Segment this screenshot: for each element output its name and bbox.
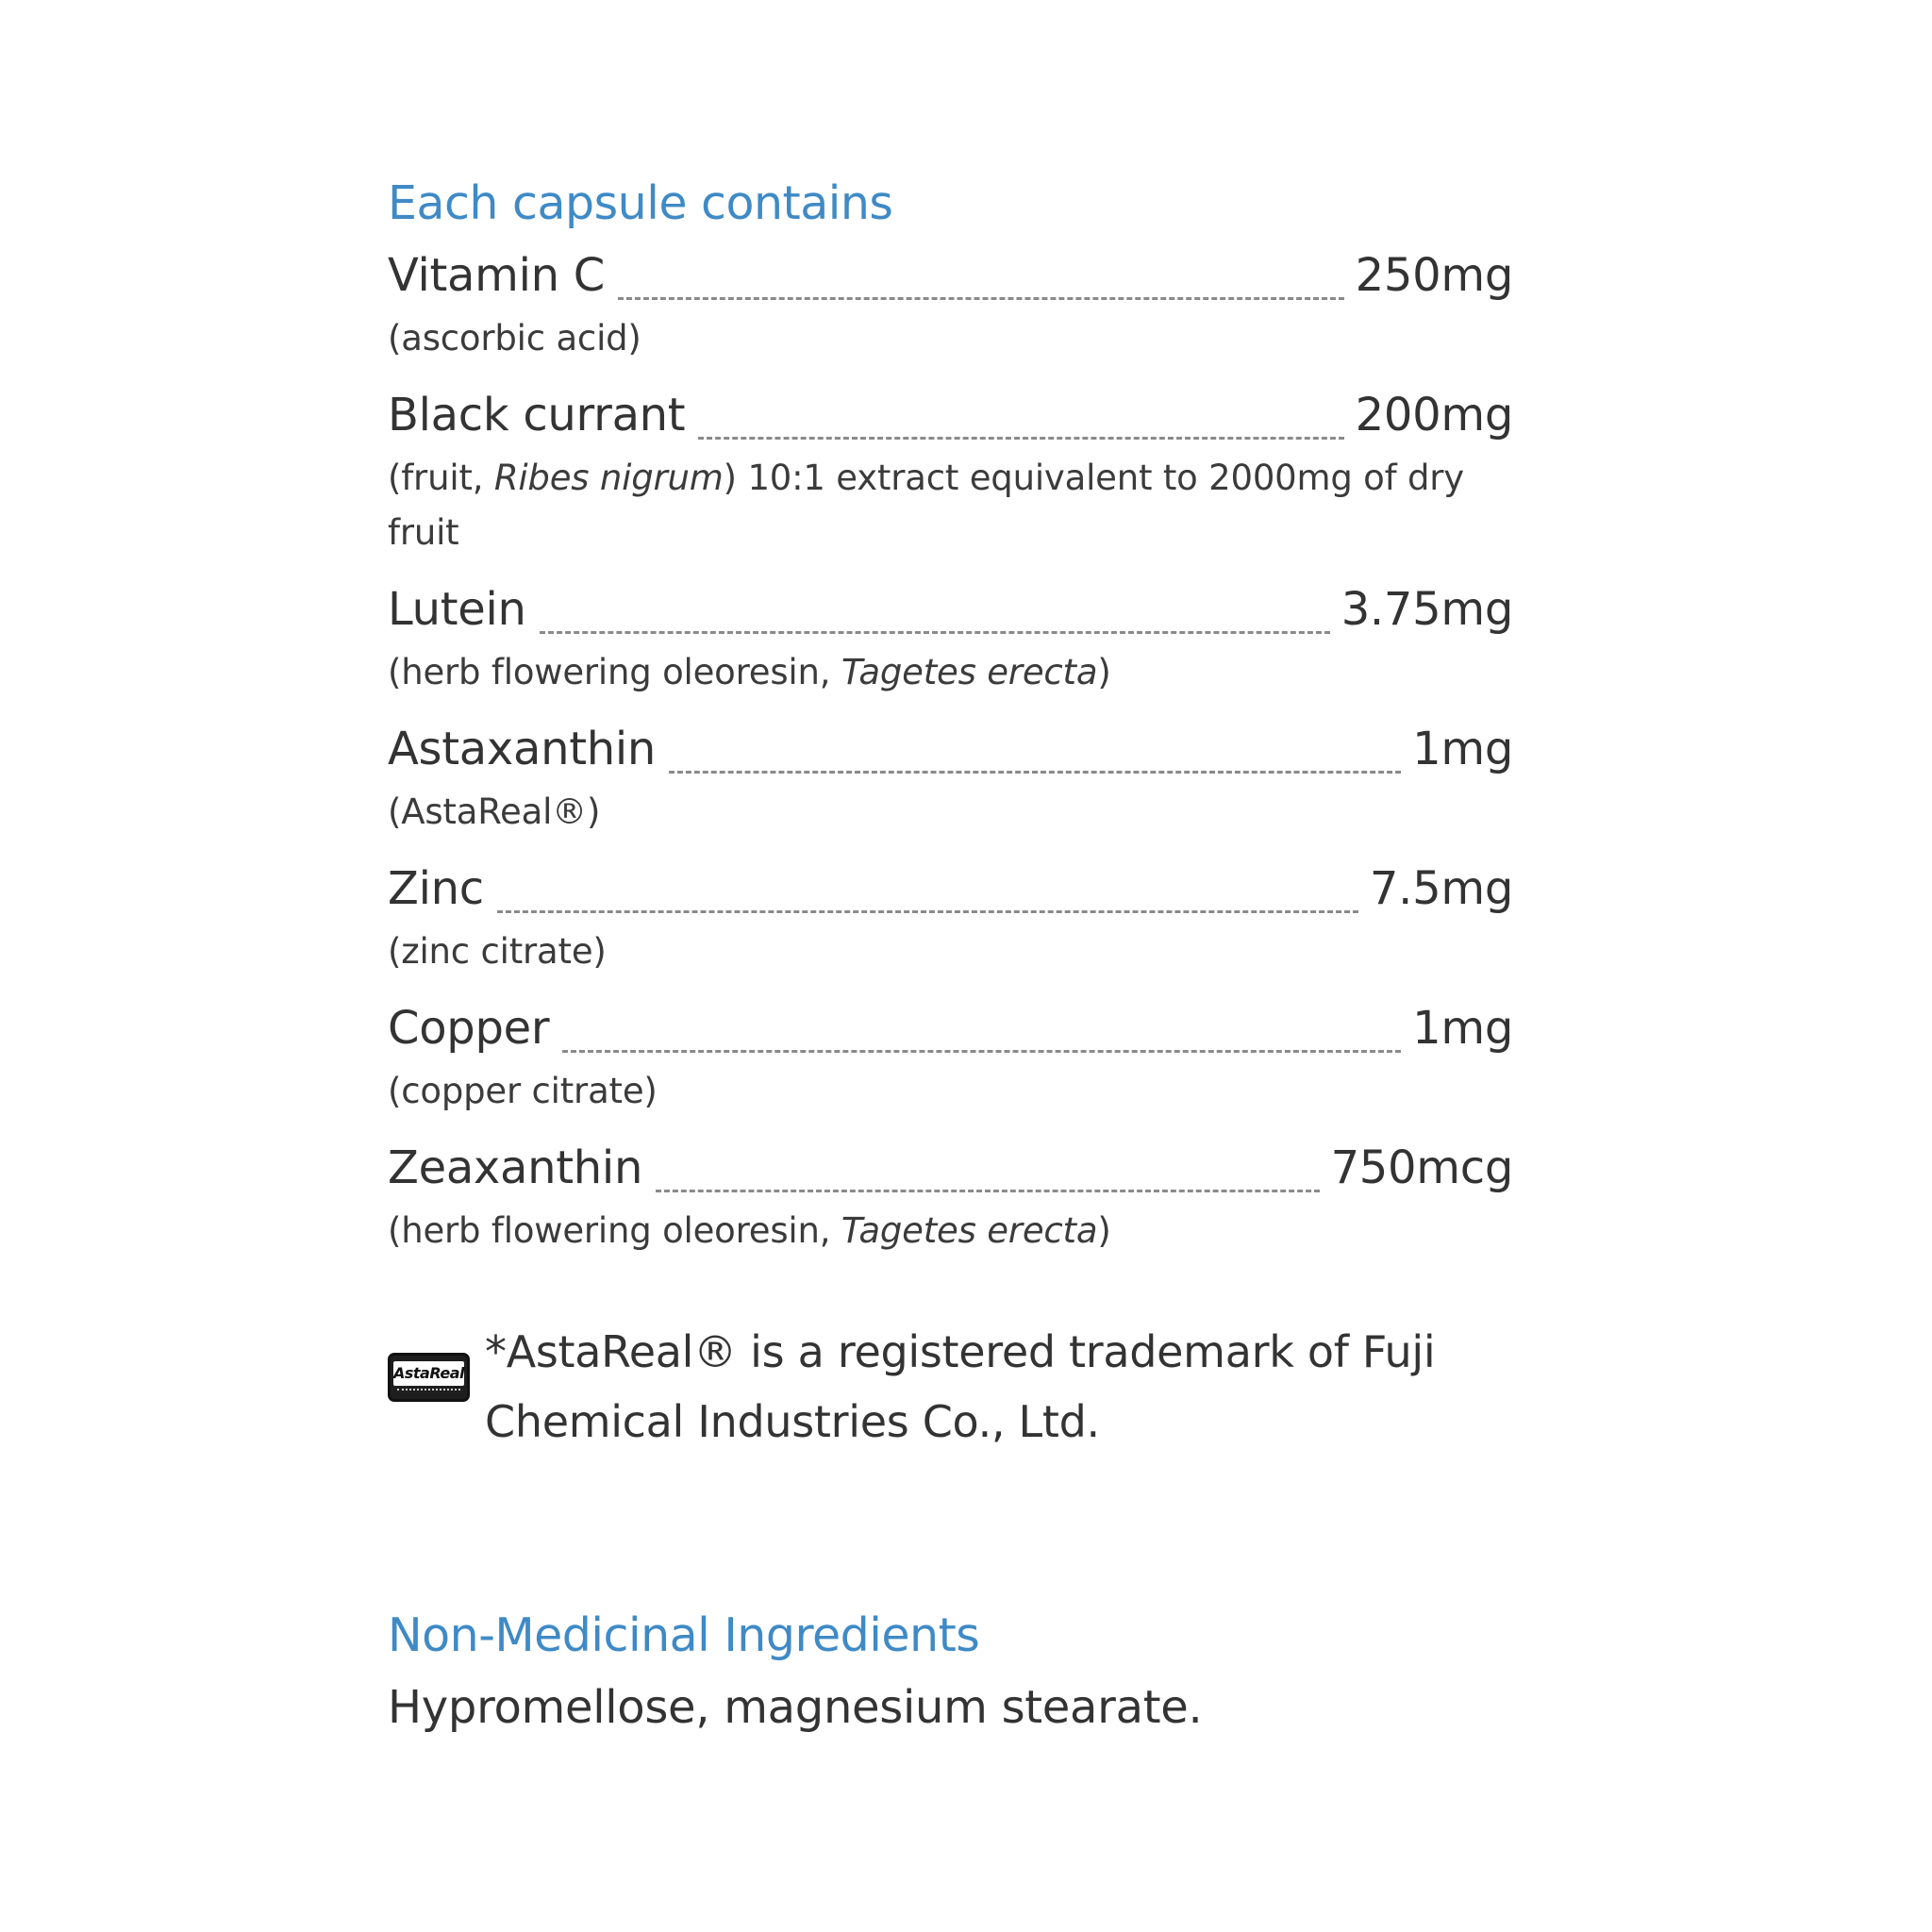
leader-dots bbox=[618, 297, 1344, 300]
ingredient-source bbox=[388, 1204, 1513, 1272]
astareal-logo-plate bbox=[393, 1361, 464, 1386]
leader-dots bbox=[698, 437, 1343, 440]
ingredient-item bbox=[388, 1132, 1513, 1272]
ingredient-source-latin: Tagetes erecta bbox=[841, 652, 1098, 692]
non-medicinal-section bbox=[388, 1600, 1513, 1743]
ingredient-item bbox=[388, 240, 1513, 379]
ingredient-source bbox=[388, 785, 1513, 853]
astareal-logo-text: AstaReal bbox=[393, 1364, 465, 1382]
ingredient-source-text: (herb flowering oleoresin, bbox=[388, 1210, 841, 1251]
ingredient-item bbox=[388, 853, 1513, 992]
non-medicinal-text: Hypromellose, magnesium stearate. bbox=[388, 1681, 1203, 1734]
ingredient-item bbox=[388, 379, 1513, 574]
ingredient-source-text: (AstaReal®) bbox=[388, 791, 601, 832]
ingredient-amount: 200mg bbox=[1355, 389, 1513, 441]
ingredients-panel bbox=[388, 168, 1513, 1743]
ingredient-amount: 7.5mg bbox=[1369, 862, 1513, 915]
ingredient-row bbox=[388, 379, 1513, 451]
leader-dots bbox=[562, 1050, 1401, 1053]
ingredient-source-text: ) bbox=[1097, 652, 1111, 692]
ingredient-amount: 250mg bbox=[1355, 249, 1513, 302]
astareal-logo-subtext bbox=[397, 1389, 461, 1394]
ingredient-name: Vitamin C bbox=[388, 249, 605, 302]
leader-dots bbox=[497, 910, 1358, 913]
leader-dots bbox=[669, 771, 1401, 774]
ingredient-source-text: (zinc citrate) bbox=[388, 931, 607, 972]
ingredient-source-text: (fruit, bbox=[388, 458, 494, 498]
ingredient-amount: 750mcg bbox=[1330, 1141, 1513, 1194]
ingredient-row bbox=[388, 853, 1513, 924]
ingredient-amount: 1mg bbox=[1412, 1002, 1513, 1055]
ingredient-source bbox=[388, 311, 1513, 379]
non-medicinal-section-title: Non-Medicinal Ingredients bbox=[388, 1608, 980, 1662]
ingredient-source-latin: Tagetes erecta bbox=[841, 1210, 1098, 1251]
ingredient-name: Zinc bbox=[388, 862, 484, 915]
ingredient-row bbox=[388, 574, 1513, 645]
ingredient-source bbox=[388, 924, 1513, 992]
medicinal-section-title: Each capsule contains bbox=[388, 176, 893, 230]
ingredient-item bbox=[388, 574, 1513, 713]
ingredient-name: Lutein bbox=[388, 583, 526, 636]
ingredient-amount: 3.75mg bbox=[1341, 583, 1513, 636]
ingredient-item bbox=[388, 992, 1513, 1132]
ingredient-row bbox=[388, 1132, 1513, 1204]
ingredient-item bbox=[388, 713, 1513, 853]
ingredient-amount: 1mg bbox=[1412, 723, 1513, 775]
ingredient-name: Black currant bbox=[388, 389, 686, 441]
ingredient-name: Astaxanthin bbox=[388, 723, 657, 775]
ingredient-source-text: (copper citrate) bbox=[388, 1071, 658, 1111]
trademark-note bbox=[388, 1317, 1513, 1457]
leader-dots bbox=[656, 1190, 1319, 1192]
ingredient-row bbox=[388, 992, 1513, 1064]
leader-dots bbox=[540, 631, 1330, 634]
trademark-text: *AstaReal® is a registered trademark of Fuji Chemical Industries Co., Ltd. bbox=[485, 1326, 1436, 1447]
ingredient-source-text: ) bbox=[1097, 1210, 1111, 1251]
ingredient-source-text: (ascorbic acid) bbox=[388, 318, 641, 358]
ingredient-source-text: ) 10:1 extract equivalent to 2000mg of dry fruit bbox=[388, 458, 1465, 553]
ingredient-source bbox=[388, 1064, 1513, 1132]
ingredient-source bbox=[388, 451, 1513, 574]
ingredient-row bbox=[388, 713, 1513, 785]
ingredient-name: Copper bbox=[388, 1002, 550, 1055]
ingredient-source-latin: Ribes nigrum bbox=[493, 458, 724, 498]
ingredient-source bbox=[388, 645, 1513, 713]
ingredient-source-text: (herb flowering oleoresin, bbox=[388, 652, 841, 692]
ingredient-row bbox=[388, 240, 1513, 311]
astareal-logo bbox=[388, 1353, 470, 1402]
ingredient-name: Zeaxanthin bbox=[388, 1141, 643, 1194]
